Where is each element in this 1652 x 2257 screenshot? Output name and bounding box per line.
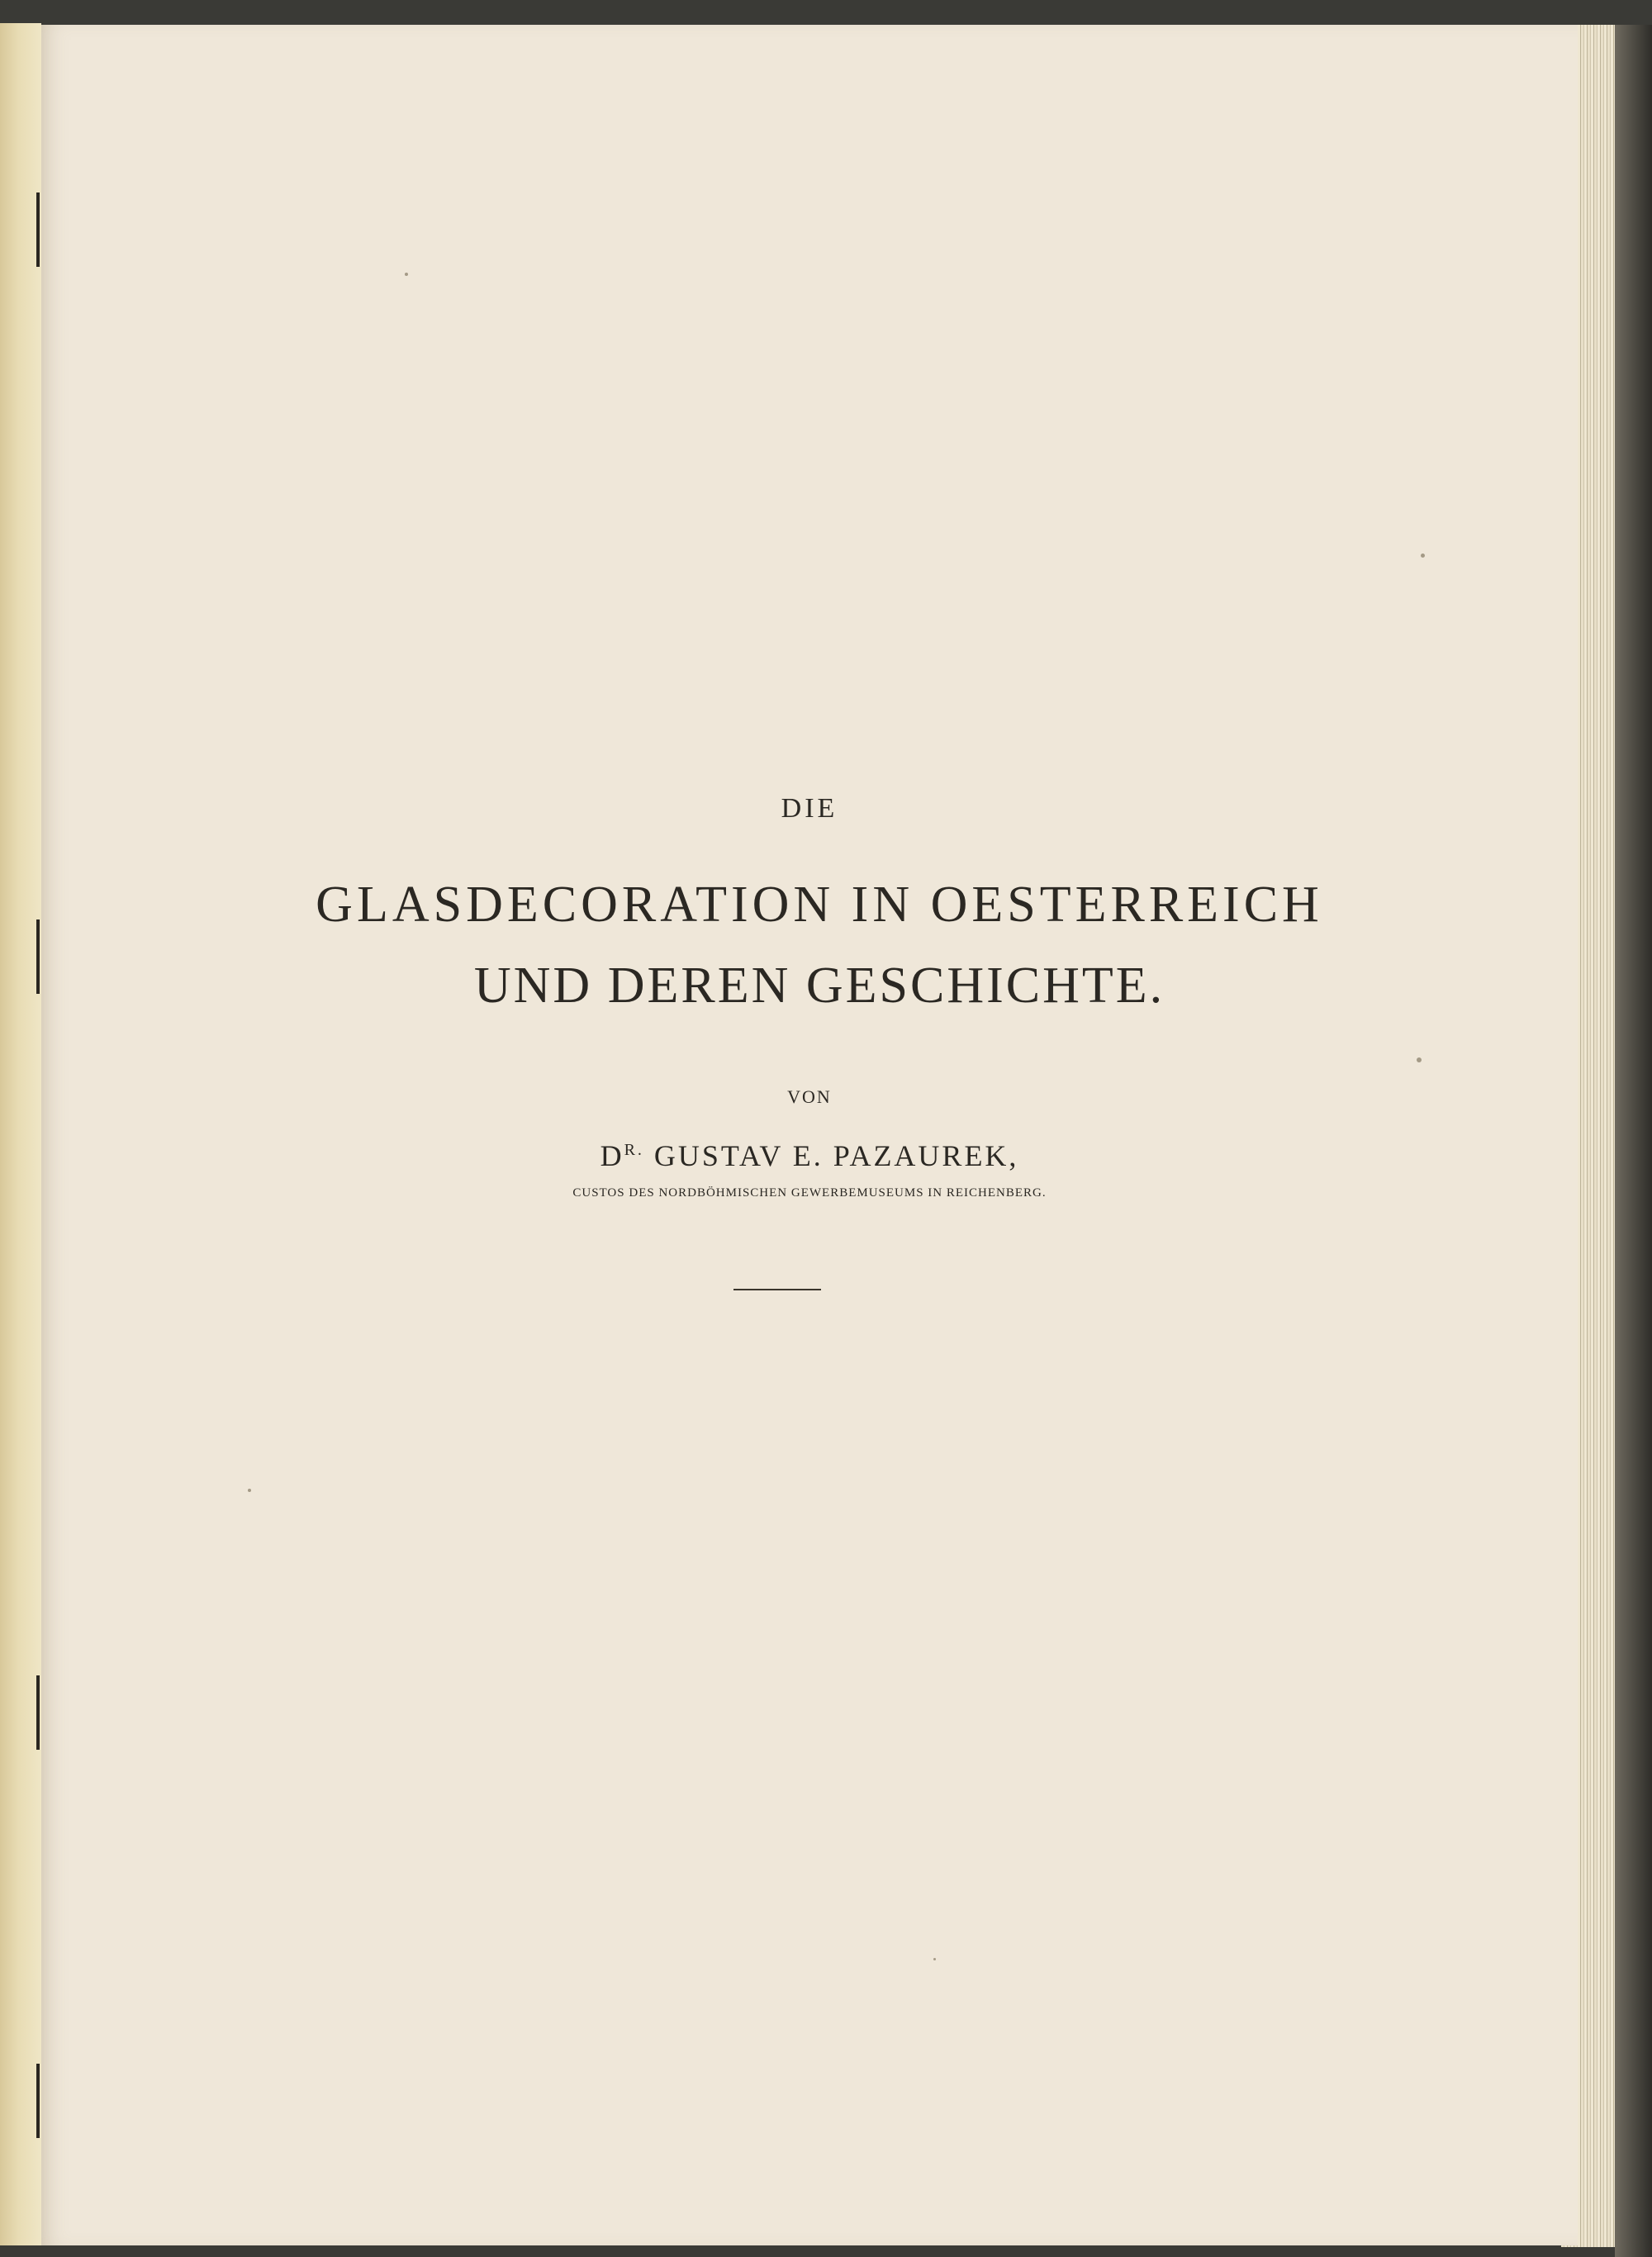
paper-speck bbox=[1421, 554, 1425, 558]
author-affiliation: CUSTOS DES NORDBÖHMISCHEN GEWERBEMUSEUMS IN REICHENBERG. bbox=[572, 1186, 1047, 1200]
ornamental-rule bbox=[733, 1289, 821, 1290]
binding-mark bbox=[36, 2064, 40, 2138]
paper-speck bbox=[1417, 1057, 1422, 1062]
byline-von: VON bbox=[787, 1086, 832, 1107]
binding-mark bbox=[36, 192, 40, 267]
author-line bbox=[41, 1138, 1578, 1173]
paper-speck bbox=[248, 1489, 251, 1492]
previous-page-edge bbox=[0, 23, 41, 2245]
title-line-1: GLASDECORATION IN OESTERREICH bbox=[316, 877, 1323, 933]
binding-marks bbox=[36, 23, 40, 2245]
author-name: GUSTAV E. PAZAUREK, bbox=[643, 1139, 1019, 1172]
paper-speck bbox=[405, 273, 408, 276]
binding-mark bbox=[36, 1675, 40, 1750]
author-prefix: D bbox=[600, 1139, 624, 1172]
page-stack-shadow bbox=[1615, 25, 1652, 2257]
paper-speck bbox=[933, 1958, 936, 1960]
binding-mark bbox=[36, 919, 40, 994]
title-article: DIE bbox=[781, 793, 838, 824]
title-line-2: UND DEREN GESCHICHTE. bbox=[473, 957, 1165, 1014]
title-page bbox=[41, 25, 1578, 2245]
author-prefix-superscript: R. bbox=[624, 1141, 644, 1159]
